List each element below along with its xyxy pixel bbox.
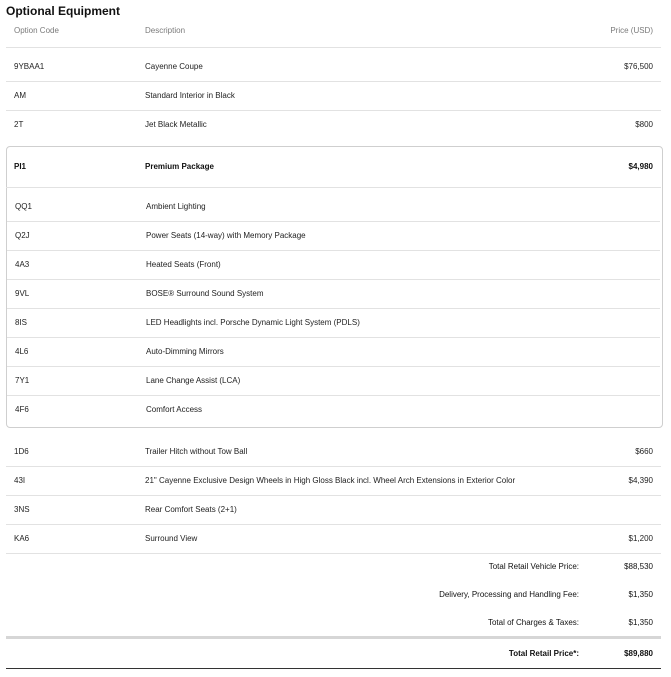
- column-header-description: Description: [145, 26, 186, 35]
- total-label: Delivery, Processing and Handling Fee:: [439, 590, 579, 599]
- package-item-row: [7, 192, 660, 222]
- option-description: BOSE® Surround Sound System: [146, 289, 264, 298]
- option-code: 4F6: [15, 405, 29, 414]
- option-description: 21" Cayenne Exclusive Design Wheels in High Gloss Black incl. Wheel Arch Extensions in Exterior Color: [145, 476, 516, 485]
- option-description: Comfort Access: [146, 405, 203, 414]
- package-price: $4,980: [628, 162, 653, 171]
- option-code: 9YBAA1: [14, 62, 45, 71]
- total-row: [6, 609, 661, 637]
- option-code: 43I: [14, 476, 26, 485]
- option-description: Auto-Dimming Mirrors: [146, 347, 224, 356]
- option-price: $800: [635, 120, 653, 129]
- total-value: $88,530: [624, 562, 653, 571]
- table-row: [6, 466, 661, 496]
- column-header-price: Price (USD): [610, 26, 653, 35]
- final-total-row: [6, 640, 661, 668]
- option-code: 2T: [14, 120, 24, 129]
- final-total-label: Total Retail Price*:: [508, 649, 579, 658]
- option-code: 8IS: [15, 318, 28, 327]
- option-code: AM: [14, 91, 26, 100]
- package-item-row: [7, 221, 660, 251]
- package-item-row: [7, 250, 660, 280]
- package-code: PI1: [14, 162, 27, 171]
- table-row: [6, 437, 661, 467]
- option-price: $1,200: [628, 534, 653, 543]
- option-description: Trailer Hitch without Tow Ball: [145, 447, 248, 456]
- option-description: Power Seats (14-way) with Memory Package: [146, 231, 306, 240]
- option-code: 9VL: [15, 289, 30, 298]
- option-description: Lane Change Assist (LCA): [146, 376, 241, 385]
- option-code: 4A3: [15, 260, 30, 269]
- table-row: [6, 110, 661, 139]
- total-value: $1,350: [628, 618, 653, 627]
- package-item-row: [7, 279, 660, 309]
- package-item-row: [7, 308, 660, 338]
- option-description: Cayenne Coupe: [145, 62, 203, 71]
- totals-divider: [6, 636, 661, 639]
- option-description: Standard Interior in Black: [145, 91, 235, 100]
- option-price: $660: [635, 447, 653, 456]
- option-description: Rear Comfort Seats (2+1): [145, 505, 237, 514]
- package-header-row: [6, 147, 661, 188]
- section-title: Optional Equipment: [6, 4, 120, 18]
- table-row: [6, 524, 661, 554]
- option-code: Q2J: [15, 231, 30, 240]
- table-row: [6, 495, 661, 525]
- option-price: $4,390: [628, 476, 653, 485]
- option-description: Ambient Lighting: [146, 202, 206, 211]
- option-code: 3NS: [14, 505, 30, 514]
- package-item-row: [7, 337, 660, 367]
- column-header-code: Option Code: [14, 26, 59, 35]
- option-description: Heated Seats (Front): [146, 260, 221, 269]
- total-value: $1,350: [628, 590, 653, 599]
- option-code: KA6: [14, 534, 30, 543]
- bottom-divider: [6, 668, 661, 669]
- table-row: [6, 81, 661, 111]
- total-label: Total Retail Vehicle Price:: [488, 562, 579, 571]
- option-description: Jet Black Metallic: [145, 120, 207, 129]
- option-code: 1D6: [14, 447, 29, 456]
- final-total-value: $89,880: [624, 649, 653, 658]
- option-code: 4L6: [15, 347, 29, 356]
- package-item-row: [7, 395, 660, 424]
- option-description: Surround View: [145, 534, 198, 543]
- option-code: QQ1: [15, 202, 32, 211]
- total-row: [6, 553, 661, 581]
- total-row: [6, 581, 661, 609]
- package-name: Premium Package: [145, 162, 214, 171]
- option-price: $76,500: [624, 62, 653, 71]
- package-item-row: [7, 366, 660, 396]
- option-description: LED Headlights incl. Porsche Dynamic Light System (PDLS): [146, 318, 360, 327]
- total-label: Total of Charges & Taxes:: [487, 618, 579, 627]
- option-code: 7Y1: [15, 376, 30, 385]
- table-row: [6, 52, 661, 82]
- table-header: [6, 26, 661, 48]
